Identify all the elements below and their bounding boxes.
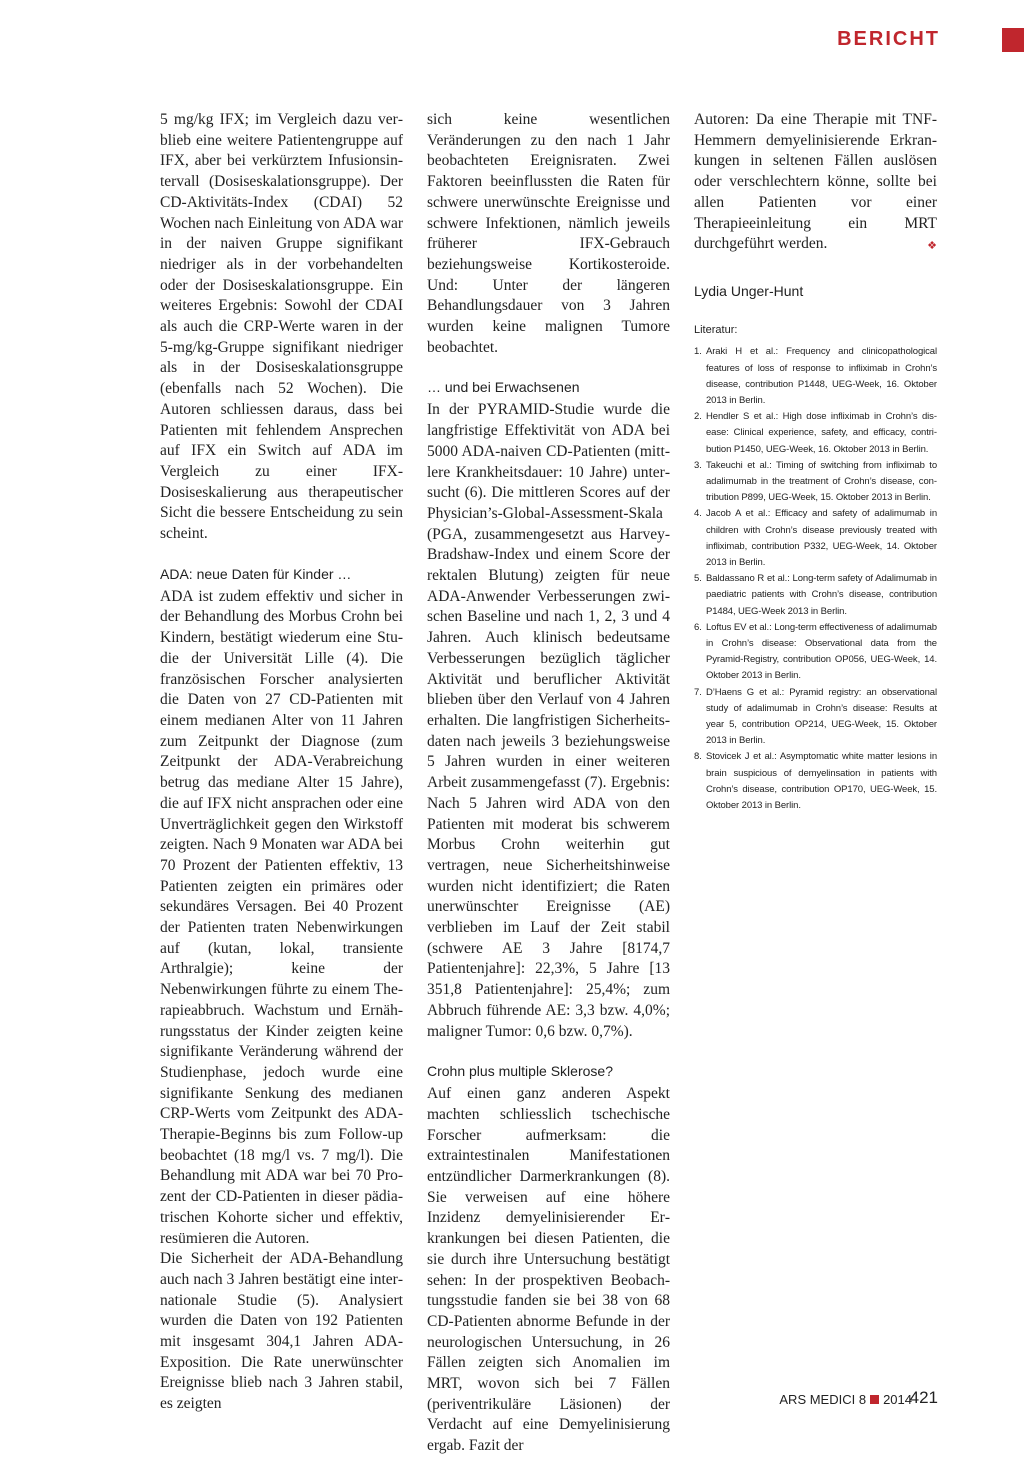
reference-number: 5. (694, 573, 702, 585)
reference-text: Loftus EV et al.: Long-term effectiveness of adalimumab in Crohn’s disease: Observational data from the Pyramid-Registry, contribution OP056, UEG-Week, 14. Oktober 2013 in Berlin. (706, 621, 937, 682)
reference-text: Baldassano R et al.: Long-term safety of Adalimumab in paediatric patients with Crohn’s disease, contribution P1484, UEG-Week 2013 in Berlin. (706, 573, 937, 617)
paragraph: 5 mg/kg IFX; im Vergleich dazu verblieb eine weitere Patientengruppe auf IFX, aber bei verkürztem Infusionsintervall (Dosiseskalationsgruppe). Der CD-Aktivitäts-Index (CDAI) 52 Wochen nach Einleitung von ADA war in der naiven Gruppe signifikant niedriger als in der vorbehandelten oder der Dosiseskalationsgruppe. Ein weiteres Ergebnis: Sowohl der CDAI als auch die CRP-Werte waren in der 5-mg/kg-Gruppe signifikant niedriger als in der Dosiseskalationsgruppe (ebenfalls nach 52 Wochen). Die Autoren schliessen daraus, dass bei Patienten mit fehlendem Ansprechen auf IFX ein Switch auf ADA im Vergleich zu einer IFX-Dosiseskalierung aus therapeutischer Sicht die bessere Entscheidung zu sein scheint. (160, 111, 403, 543)
references-title: Literatur: (694, 323, 738, 336)
reference-text: Jacob A et al.: Efficacy and safety of adalimumab in children with Crohn’s disease previously treated with infliximab, contribution P332, UEG-Week, 14. Oktober 2013 in Berlin. (706, 508, 937, 568)
reference-text: Araki H et al.: Frequency and clinicopathological features of loss of response to infliximab in Crohn’s disease, contribution P1448, UEG-Week, 16. Oktober 2013 in Berlin. (706, 346, 937, 406)
end-mark-icon: ❖ (927, 240, 937, 253)
reference-item (694, 409, 937, 458)
reference-number: 4. (694, 508, 702, 520)
paragraph-text: Autoren: Da eine Therapie mit TNF-Hemmern demyelinisierende Erkrankungen in seltenen Fällen auslösen oder verschlechtern könne, sollte bei allen Patienten vor einer Therapieeinleitung ein MRT durchgeführt werden. (694, 111, 937, 253)
reference-item (694, 506, 937, 571)
section-color-block (1002, 28, 1024, 52)
reference-text: Stovicek J et al.: Asymptomatic white matter lesions in brain suspicious of demyelinsation in patients with Crohn’s disease, contribution OP170, UEG-Week, 15. Oktober 2013 in Berlin. (706, 751, 937, 812)
footer-journal (779, 1392, 912, 1407)
journal-name: ARS MEDICI 8 (779, 1392, 867, 1407)
journal-year: 2014 (883, 1392, 912, 1407)
paragraph: sich keine wesentlichen Veränderungen zu den nach 1 Jahr beobachteten Ereignisraten. Zwei Faktoren beeinflussten die Raten für schwere unerwünschte Ereignisse und schwere Infektionen, nämlich jeweils früherer IFX-Gebrauch beziehungsweise Kortikosteroide. Und: Unter der längeren Behandlungsdauer von 3 Jahren wurden keine malignen Tumore beobachtet. (427, 111, 670, 356)
column-2 (427, 110, 670, 1457)
reference-number: 3. (694, 459, 702, 471)
reference-number: 7. (694, 686, 702, 698)
reference-item (694, 458, 937, 507)
section-heading: ADA: neue Daten für Kinder … (160, 565, 352, 582)
reference-item (694, 571, 937, 620)
page-number: 421 (909, 1388, 938, 1407)
reference-item (694, 685, 937, 750)
section-label: BERICHT (837, 28, 940, 50)
column-1 (160, 110, 403, 1415)
paragraph: In der PYRAMID-Studie wurde die langfristige Effektivität von ADA bei 5000 ADA-naiven CD-Patienten (mittlere Krankheitsdauer: 10 Jahre) untersucht (6). Die mittleren Scores auf der Physician’s-Global-Assessment-Skala (PGA, zusammengesetzt aus Harvey-Bradshaw-Index und einem Score der rektalen Blutung) zeigten für neue ADA-Anwender Verbesserungen zwischen Baseline und nach 1, 2, 3 und 4 Jahren. Auch klinisch bedeutsame Verbesserungen bezüglich täglicher Aktivität und beruflicher Aktivität blieben über den Verlauf von 4 Jahren erhalten. Die langfristigen Sicherheitsdaten nach jeweils 3 beziehungsweise 5 Jahren wurden in einer weiteren Arbeit zusammengefasst (7). Ergebnis: Nach 5 Jahren wird ADA von den Patienten mit moderat bis schwerem Morbus Crohn weiterhin gut vertragen, neue Sicherheitshinweise wurden nicht identifiziert; die Raten unerwünschter Ereignisse (AE) verblieben im Lauf der Zeit stabil (schwere AE 3 Jahre [8174,7 Patientenjahre]: 22,3%, 5 Jahre [13 351,8 Patientenjahre]: 25,4%; zum Abbruch führende AE: 3,3 bzw. 4,0%; maligner Tumor: 0,6 bzw. 0,7%). (427, 401, 670, 1040)
reference-item (694, 620, 937, 685)
author-name: Lydia Unger-Hunt (694, 282, 804, 299)
reference-item (694, 749, 937, 814)
section-heading: … und bei Erwachsenen (427, 379, 580, 396)
section-heading: Crohn plus multiple Sklerose? (427, 1063, 613, 1080)
paragraph: ADA ist zudem effektiv und sicher in der Behandlung des Morbus Crohn bei Kindern, bestätigt wiederum eine Studie der Universität Lille (4). Die französischen Forscher analysierten die Daten von 27 CD-Patienten mit einem medianen Alter von 11 Jahren zum Zeitpunkt der Diagnose (zum Zeitpunkt der ADA-Verabreichung betrug das mediane Alter 15 Jahre), die auf IFX nicht ansprachen oder eine Unverträglichkeit gegen den Wirkstoff zeigten. Nach 9 Monaten war ADA bei 70 Prozent der Patienten effektiv, 13 Patienten zeigten ein primäres oder sekundäres Versagen. Bei 40 Prozent der Patienten traten Nebenwirkungen auf (kutan, lokal, transiente Arthralgie); keine der Nebenwirkungen führte zu einem Therapieabbruch. Wachstum und Ernährungsstatus der Kinder zeigten keine signifikante Veränderung während der Studienphase, jedoch wurde eine signifikante Senkung des medianen CRP-Werts vom Zeitpunkt des ADA-Therapie-Beginns bis zum Follow-up beobachtet (18 mg/l vs. 7 mg/l). Die Behandlung mit ADA war bei 70 Prozent der CD-Patienten in dieser pädiatrischen Kohorte sicher und effektiv, resümieren die Autoren. (160, 587, 403, 1247)
reference-number: 8. (694, 751, 702, 763)
paragraph: Auf einen ganz anderen Aspekt machten schliesslich tschechische Forscher aufmerksam: die extraintestinalen Manifestationen entzündlicher Darmerkrankungen (8). Sie verweisen auf eine höhere Inzidenz demyelinisierender Erkrankungen bei diesen Patienten, die sie durch ihre Untersuchung bestätigt sehen: In der prospektiven Beobachtungsstudie fanden sie bei 38 von 68 CD-Patienten abnorme Befunde in der neurologischen Untersuchung, in 26 Fällen zeigten sich Anomalien im MRT, wovon sich bei 7 Fällen (periventrikuläre Läsionen) der Verdacht auf eine Demyelinisierung ergab. Fazit der (427, 1085, 670, 1455)
reference-number: 2. (694, 411, 702, 423)
reference-item (694, 344, 937, 409)
paragraph: Die Sicherheit der ADA-Behandlung auch nach 3 Jahren bestätigt eine internationale Studie (5). Analysiert wurden die Daten von 192 Patienten mit insgesamt 304,1 Jahren ADA-Exposition. Die Rate unerwünschter Ereignisse blieb nach 3 Jahren stabil, es zeigten (160, 1250, 403, 1413)
reference-number: 6. (694, 621, 702, 633)
reference-text: Hendler S et al.: High dose infliximab in Crohn’s disease: Clinical experience, safety, and efficacy, contribution P1450, UEG-Week, 16. Oktober 2013 in Berlin. (706, 411, 937, 455)
reference-text: Takeuchi et al.: Timing of switching from infliximab to adalimumab in the treatment of Crohn’s disease, contribution P899, UEG-Week, 15. Oktober 2013 in Berlin. (706, 459, 937, 504)
paragraph (694, 110, 937, 255)
references-list (694, 344, 937, 814)
reference-text: D’Haens G et al.: Pyramid registry: an observational study of adalimumab in Crohn’s disease: Results at year 5, contribution OP214, UEG-Week, 15. Oktober 2013 in Berlin. (706, 686, 937, 747)
footer-separator-square (870, 1395, 879, 1404)
reference-number: 1. (694, 346, 702, 358)
column-3 (694, 110, 937, 814)
